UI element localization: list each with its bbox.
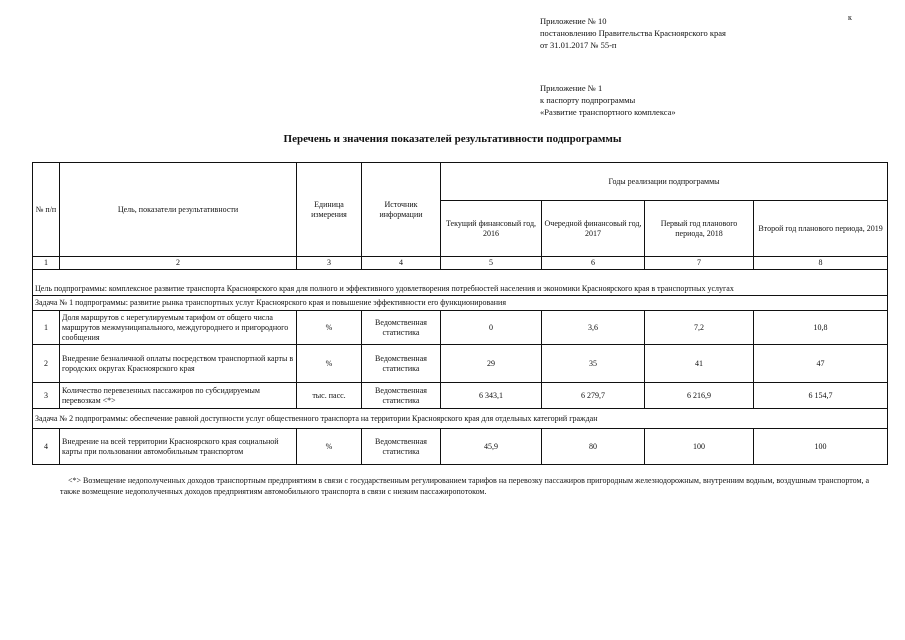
head-year-2016: Текущий финансовый год, 2016 [441, 201, 542, 257]
task-2-text: Задача № 2 подпрограммы: обеспечение равной доступности услуг общественного транспорта на территории Красноярского края для отдельных категорий граждан [33, 409, 888, 429]
row-num: 2 [33, 345, 60, 383]
row-value-2018: 7,2 [645, 311, 754, 345]
row-unit: тыс. пасс. [297, 383, 362, 409]
appendix-10-line: от 31.01.2017 № 55-п [540, 40, 617, 50]
appendix-10-header [540, 15, 726, 51]
footnote: <*> Возмещение недополученных доходов транспортным предприятиям в связи с государственным регулированием тарифов на перевозку пассажиров пригородным железнодорожным, внутренним водным, воздушным транспортом, а также возмещение недополученных доходов предприятиям автомобильного транспорта в связи с низким пассажиропотоком. [60, 476, 870, 496]
row-unit: % [297, 345, 362, 383]
table-row [33, 311, 888, 345]
row-value-2019: 100 [754, 429, 888, 465]
row-value-2019: 6 154,7 [754, 383, 888, 409]
row-value-2017: 80 [542, 429, 645, 465]
table-row [33, 345, 888, 383]
col-number: 7 [645, 257, 754, 270]
row-value-2017: 6 279,7 [542, 383, 645, 409]
task-1-text: Задача № 1 подпрограммы: развитие рынка транспортных услуг Красноярского края и повышение эффективности его функционирования [33, 296, 888, 311]
row-value-2018: 6 216,9 [645, 383, 754, 409]
row-value-2016: 45,9 [441, 429, 542, 465]
col-number: 3 [297, 257, 362, 270]
row-value-2018: 41 [645, 345, 754, 383]
task-1-row [33, 296, 888, 311]
row-num: 3 [33, 383, 60, 409]
row-source: Ведомственная статистика [362, 311, 441, 345]
row-unit: % [297, 311, 362, 345]
head-year-2018: Первый год планового периода, 2018 [645, 201, 754, 257]
head-year-2019: Второй год планового периода, 2019 [754, 201, 888, 257]
row-name: Внедрение на всей территории Красноярского края социальной карты при пользовании автомобильным транспортом [60, 429, 297, 465]
row-value-2016: 6 343,1 [441, 383, 542, 409]
row-unit: % [297, 429, 362, 465]
col-number: 4 [362, 257, 441, 270]
head-num: № п/п [33, 163, 60, 257]
head-years-group: Годы реализации подпрограммы [441, 163, 888, 201]
head-year-2017: Очередной финансовый год, 2017 [542, 201, 645, 257]
appendix-10-line: постановлению Правительства Красноярского края [540, 28, 726, 38]
row-value-2016: 29 [441, 345, 542, 383]
row-source: Ведомственная статистика [362, 345, 441, 383]
col-number: 6 [542, 257, 645, 270]
column-numbers-row [33, 257, 888, 270]
table-row [33, 383, 888, 409]
row-value-2019: 47 [754, 345, 888, 383]
appendix-1-line: «Развитие транспортного комплекса» [540, 107, 676, 117]
row-source: Ведомственная статистика [362, 429, 441, 465]
row-value-2016: 0 [441, 311, 542, 345]
margin-mark: к [848, 13, 852, 22]
appendix-1-line: Приложение № 1 [540, 83, 603, 93]
row-value-2017: 3,6 [542, 311, 645, 345]
task-2-row [33, 409, 888, 429]
row-value-2017: 35 [542, 345, 645, 383]
row-value-2018: 100 [645, 429, 754, 465]
row-num: 4 [33, 429, 60, 465]
row-value-2019: 10,8 [754, 311, 888, 345]
goal-text: Цель подпрограммы: комплексное развитие транспорта Красноярского края для полного и эффективного удовлетворения потребностей населения и экономики Красноярского края в транспортных услугах [33, 270, 888, 296]
appendix-1-header [540, 82, 676, 118]
head-goal: Цель, показатели результативности [60, 163, 297, 257]
row-num: 1 [33, 311, 60, 345]
head-unit: Единица измерения [297, 163, 362, 257]
col-number: 5 [441, 257, 542, 270]
row-name: Внедрение безналичной оплаты посредством транспортной карты в городских округах Красноярского края [60, 345, 297, 383]
head-source: Источник информации [362, 163, 441, 257]
col-number: 8 [754, 257, 888, 270]
goal-row [33, 270, 888, 296]
col-number: 2 [60, 257, 297, 270]
appendix-1-line: к паспорту подпрограммы [540, 95, 636, 105]
row-name: Доля маршрутов с нерегулируемым тарифом от общего числа маршрутов межмуниципального, междугороднего и пригородного сообщения [60, 311, 297, 345]
appendix-10-line: Приложение № 10 [540, 16, 607, 26]
page-title: Перечень и значения показателей результативности подпрограммы [283, 133, 622, 145]
col-number: 1 [33, 257, 60, 270]
row-source: Ведомственная статистика [362, 383, 441, 409]
table-head-row [33, 163, 888, 201]
row-name: Количество перевезенных пассажиров по субсидируемым перевозкам <*> [60, 383, 297, 409]
table-row [33, 429, 888, 465]
indicators-table [32, 162, 888, 465]
